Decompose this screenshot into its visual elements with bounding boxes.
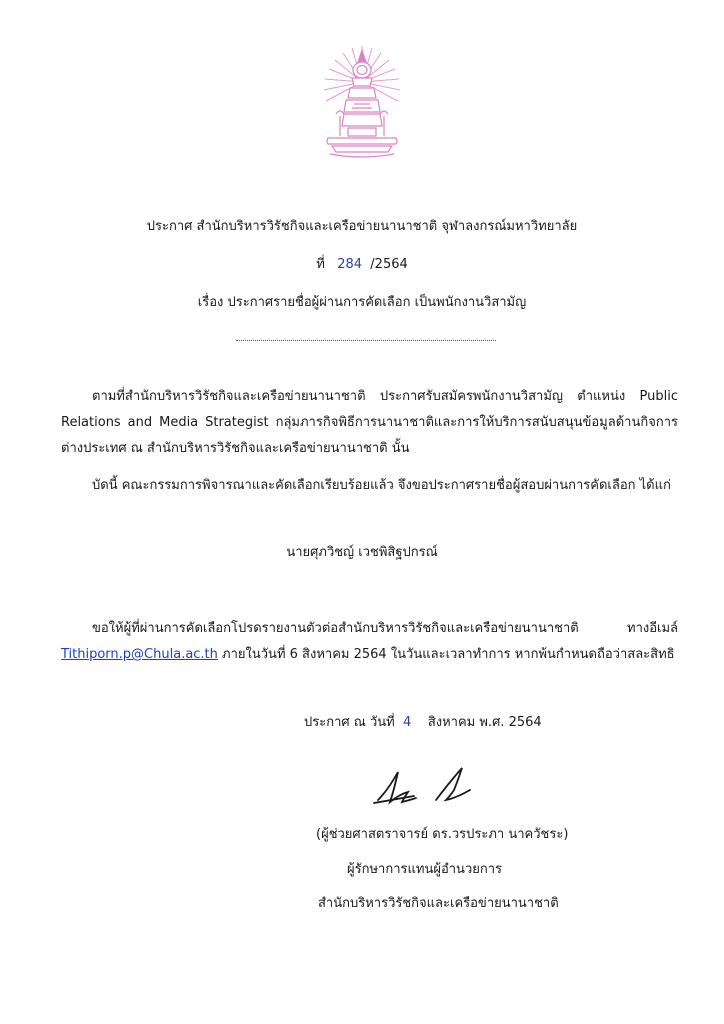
paragraph-1: ตามที่สำนักบริหารวิรัชกิจและเครือข่ายนานาชาติ ประกาศรับสมัครพนักงานวิสามัญ ตำแหน่ง Public Relations and Media Strategist กลุ่มภารกิจพิธีการนานาชาติและการให้บริการสนับสนุนข้อมูลด้านกิจการต่างประเทศ ณ สำนักบริหารวิรัชกิจและเครือข่ายนานาชาติ นั้น — [61, 389, 678, 456]
chula-emblem-icon — [318, 40, 406, 164]
number-value: 284 — [337, 257, 363, 272]
paragraph-2: บัดนี้ คณะกรรมการพิจารณาและคัดเลือกเรียบร้อยแล้ว จึงขอประกาศรายชื่อผู้สอบผ่านการคัดเลือก ได้แก่ — [92, 478, 671, 493]
handwritten-signature-icon — [370, 760, 480, 810]
signatory-office: สำนักบริหารวิรัชกิจและเครือข่ายนานาชาติ — [318, 896, 559, 911]
number-prefix: ที่ — [316, 257, 325, 272]
announcement-subject: เรื่อง ประกาศรายชื่อผู้ผ่านการคัดเลือก เป็นพนักงานวิสามัญ — [197, 295, 527, 310]
date-prefix: ประกาศ ณ วันที่ — [304, 715, 395, 730]
paragraph-3-start: ขอให้ผู้ที่ผ่านการคัดเลือกโปรดรายงานตัวต่อสำนักบริหารวิรัชกิจและเครือข่ายนานาชาติ ทางอีเมล์ — [92, 621, 678, 636]
selected-candidate-name: นายศุภวิชญ์ เวชพิสิฐปกรณ์ — [286, 545, 438, 560]
date-suffix: สิงหาคม พ.ศ. 2564 — [427, 715, 542, 730]
announcement-date — [304, 714, 542, 732]
announcement-number — [0, 256, 724, 274]
date-day: 4 — [403, 715, 412, 730]
email-link[interactable]: Tithiporn.p@Chula.ac.th — [61, 647, 218, 662]
signatory-position: ผู้รักษาการแทนผู้อำนวยการ — [347, 862, 503, 877]
announcement-title: ประกาศ สำนักบริหารวิรัชกิจและเครือข่ายนานาชาติ จุฬาลงกรณ์มหาวิทยาลัย — [146, 219, 578, 234]
paragraph-3-end: ภายในวันที่ 6 สิงหาคม 2564 ในวันและเวลาทำการ หากพ้นกำหนดถือว่าสละสิทธิ — [217, 647, 675, 662]
paragraph-3 — [61, 616, 678, 668]
dotted-divider — [236, 340, 496, 341]
number-suffix: /2564 — [370, 257, 408, 272]
signatory-name: (ผู้ช่วยศาสตราจารย์ ดร.วรประภา นาควัชระ) — [316, 827, 569, 842]
